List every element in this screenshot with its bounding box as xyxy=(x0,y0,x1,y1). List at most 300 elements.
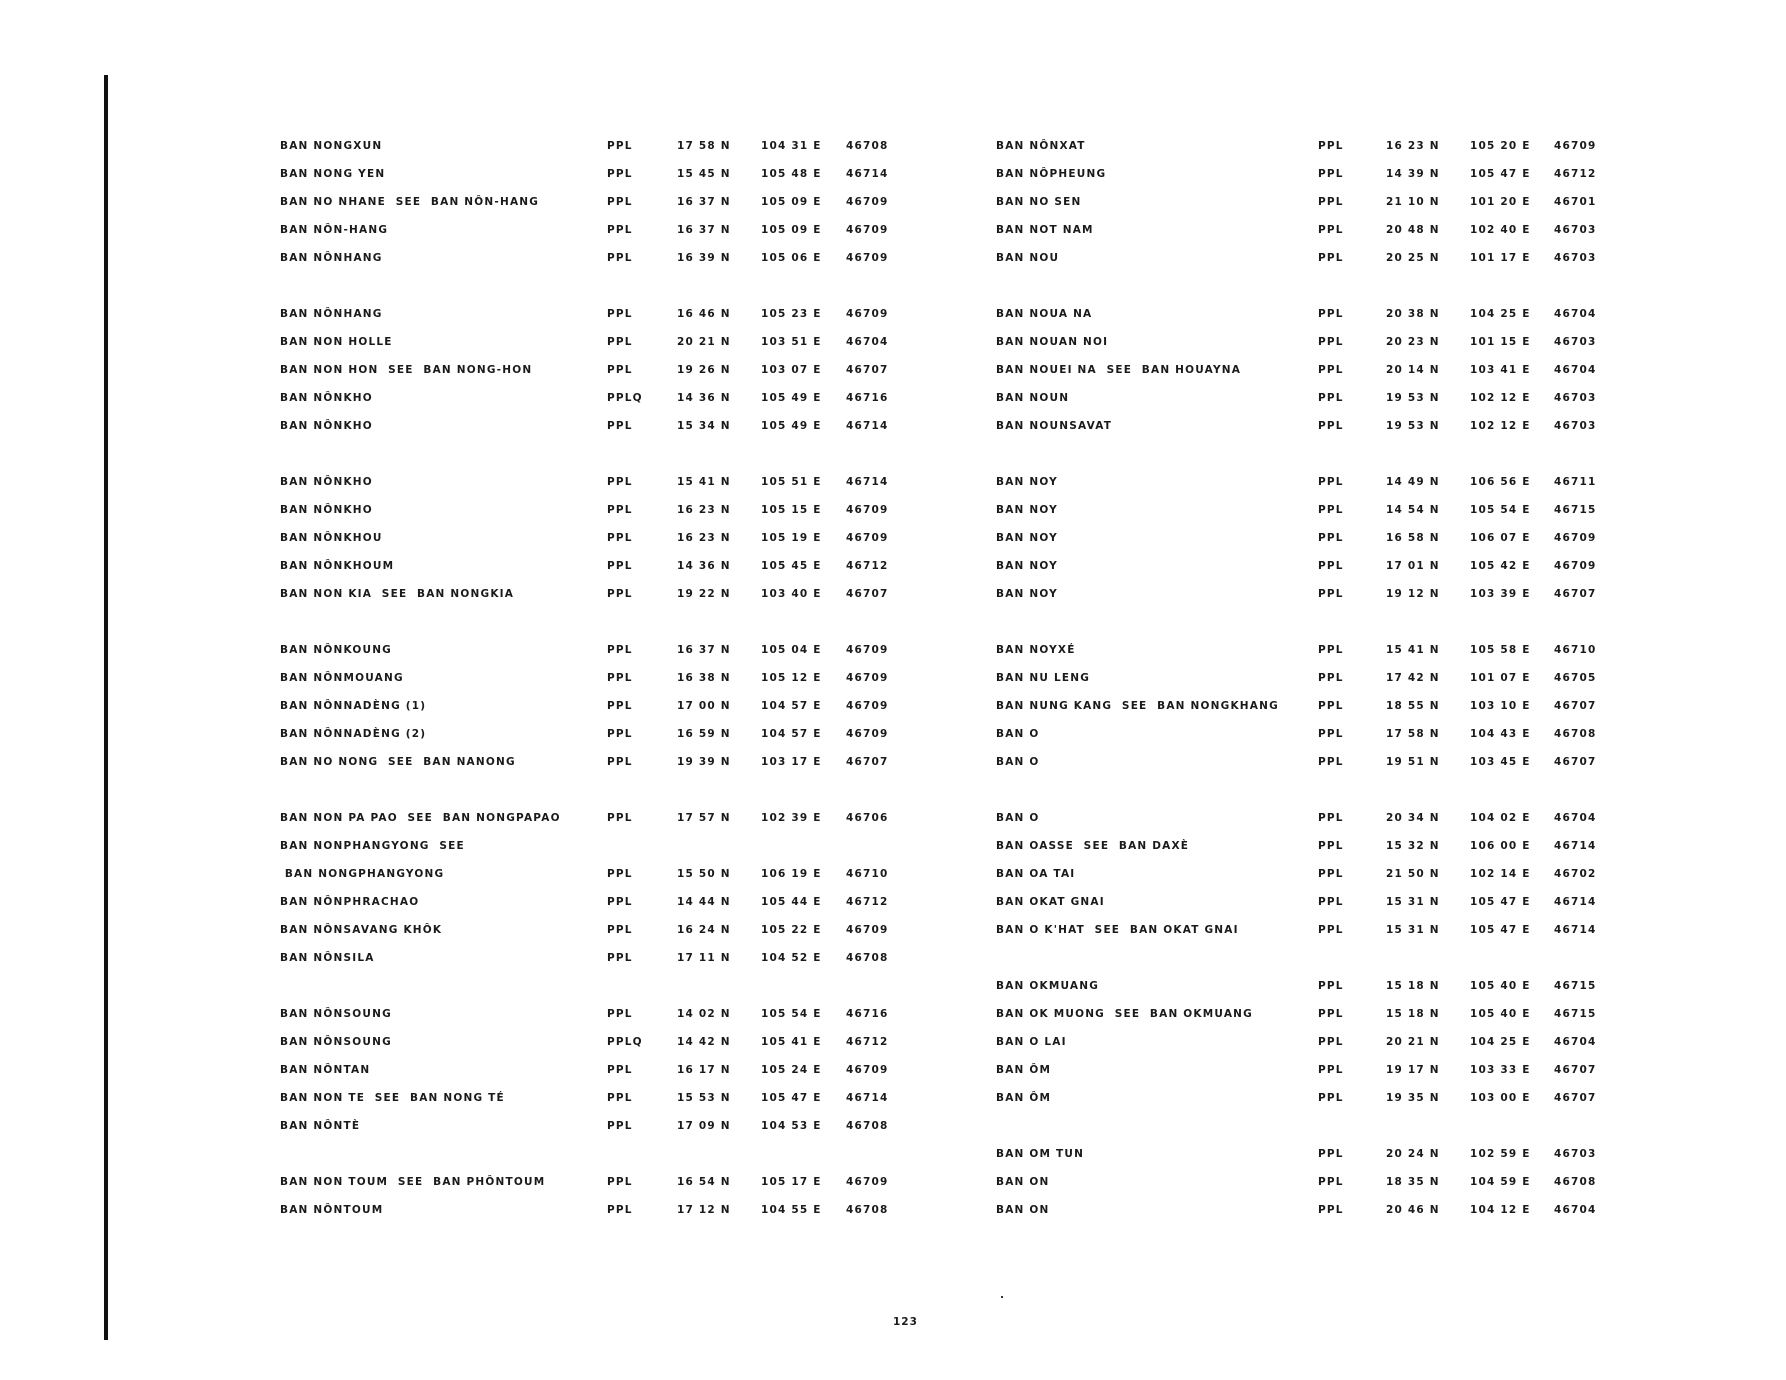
place-name: BAN NÔNSOUNG xyxy=(280,1036,392,1048)
longitude: 104 31 E xyxy=(761,140,822,152)
map-sheet: 46707 xyxy=(1554,1092,1597,1104)
feature-class: PPL xyxy=(1318,364,1344,376)
latitude: 17 11 N xyxy=(677,952,731,964)
latitude: 16 38 N xyxy=(677,672,731,684)
map-sheet: 46712 xyxy=(846,560,889,572)
feature-class: PPL xyxy=(1318,980,1344,992)
longitude: 104 55 E xyxy=(761,1204,822,1216)
feature-class: PPL xyxy=(1318,756,1344,768)
place-name: BAN OA TAI xyxy=(996,868,1076,880)
place-name: BAN NO SEN xyxy=(996,196,1082,208)
map-sheet: 46714 xyxy=(846,420,889,432)
longitude: 105 58 E xyxy=(1470,644,1531,656)
latitude: 15 41 N xyxy=(677,476,731,488)
latitude: 19 39 N xyxy=(677,756,731,768)
place-name: BAN NONGXUN xyxy=(280,140,383,152)
latitude: 19 17 N xyxy=(1386,1064,1440,1076)
longitude: 101 07 E xyxy=(1470,672,1531,684)
latitude: 20 38 N xyxy=(1386,308,1440,320)
place-name: BAN O xyxy=(996,756,1040,768)
place-name: BAN NÔNNADÈNG (1) xyxy=(280,700,427,712)
longitude: 103 41 E xyxy=(1470,364,1531,376)
longitude: 105 47 E xyxy=(1470,896,1531,908)
place-name: BAN NON TOUM SEE BAN PHÔNTOUM xyxy=(280,1176,546,1188)
longitude: 105 54 E xyxy=(1470,504,1531,516)
feature-class: PPL xyxy=(1318,924,1344,936)
place-name: BAN NÔNTAN xyxy=(280,1064,371,1076)
map-sheet: 46709 xyxy=(846,728,889,740)
place-name: BAN NOUNSAVAT xyxy=(996,420,1113,432)
latitude: 15 31 N xyxy=(1386,896,1440,908)
map-sheet: 46707 xyxy=(846,756,889,768)
latitude: 17 57 N xyxy=(677,812,731,824)
longitude: 105 49 E xyxy=(761,420,822,432)
longitude: 104 25 E xyxy=(1470,308,1531,320)
longitude: 105 51 E xyxy=(761,476,822,488)
map-sheet: 46709 xyxy=(846,224,889,236)
longitude: 105 48 E xyxy=(761,168,822,180)
feature-class: PPL xyxy=(607,1120,633,1132)
place-name: BAN NÔN-HANG xyxy=(280,224,389,236)
longitude: 106 19 E xyxy=(761,868,822,880)
map-sheet: 46708 xyxy=(846,140,889,152)
longitude: 105 09 E xyxy=(761,224,822,236)
place-name: BAN NO NHANE SEE BAN NÔN-HANG xyxy=(280,196,540,208)
map-sheet: 46708 xyxy=(1554,1176,1597,1188)
place-name: BAN NÔPHEUNG xyxy=(996,168,1107,180)
latitude: 16 23 N xyxy=(677,504,731,516)
map-sheet: 46714 xyxy=(846,168,889,180)
latitude: 15 34 N xyxy=(677,420,731,432)
map-sheet: 46703 xyxy=(1554,336,1597,348)
place-name: BAN NÔNHANG xyxy=(280,252,383,264)
latitude: 20 21 N xyxy=(677,336,731,348)
place-name: BAN NONGPHANGYONG xyxy=(280,868,445,880)
latitude: 17 09 N xyxy=(677,1120,731,1132)
longitude: 104 02 E xyxy=(1470,812,1531,824)
latitude: 20 24 N xyxy=(1386,1148,1440,1160)
longitude: 103 39 E xyxy=(1470,588,1531,600)
feature-class: PPL xyxy=(607,532,633,544)
map-sheet: 46703 xyxy=(1554,252,1597,264)
longitude: 105 04 E xyxy=(761,644,822,656)
latitude: 16 58 N xyxy=(1386,532,1440,544)
feature-class: PPL xyxy=(1318,140,1344,152)
longitude: 103 10 E xyxy=(1470,700,1531,712)
map-sheet: 46714 xyxy=(846,476,889,488)
longitude: 103 00 E xyxy=(1470,1092,1531,1104)
latitude: 16 23 N xyxy=(677,532,731,544)
map-sheet: 46711 xyxy=(1554,476,1597,488)
place-name: BAN ON xyxy=(996,1204,1050,1216)
place-name: BAN NÔNSAVANG KHÔK xyxy=(280,924,443,936)
latitude: 19 53 N xyxy=(1386,420,1440,432)
latitude: 14 02 N xyxy=(677,1008,731,1020)
map-sheet: 46710 xyxy=(1554,644,1597,656)
place-name: BAN NOY xyxy=(996,560,1058,572)
latitude: 16 23 N xyxy=(1386,140,1440,152)
feature-class: PPL xyxy=(1318,868,1344,880)
feature-class: PPL xyxy=(607,1008,633,1020)
place-name: BAN NOY xyxy=(996,476,1058,488)
latitude: 15 18 N xyxy=(1386,980,1440,992)
map-sheet: 46709 xyxy=(846,644,889,656)
feature-class: PPL xyxy=(1318,896,1344,908)
longitude: 102 39 E xyxy=(761,812,822,824)
longitude: 105 06 E xyxy=(761,252,822,264)
place-name: BAN NON KIA SEE BAN NONGKIA xyxy=(280,588,515,600)
longitude: 105 24 E xyxy=(761,1064,822,1076)
latitude: 17 00 N xyxy=(677,700,731,712)
map-sheet: 46709 xyxy=(846,308,889,320)
latitude: 21 10 N xyxy=(1386,196,1440,208)
longitude: 105 09 E xyxy=(761,196,822,208)
feature-class: PPL xyxy=(607,420,633,432)
place-name: BAN NOY xyxy=(996,504,1058,516)
place-name: BAN NOY xyxy=(996,532,1058,544)
map-sheet: 46709 xyxy=(846,1176,889,1188)
feature-class: PPL xyxy=(1318,308,1344,320)
latitude: 15 50 N xyxy=(677,868,731,880)
latitude: 19 51 N xyxy=(1386,756,1440,768)
feature-class: PPL xyxy=(1318,1148,1344,1160)
feature-class: PPL xyxy=(1318,1176,1344,1188)
feature-class: PPL xyxy=(607,196,633,208)
feature-class: PPL xyxy=(607,952,633,964)
feature-class: PPL xyxy=(1318,672,1344,684)
feature-class: PPL xyxy=(607,560,633,572)
feature-class: PPL xyxy=(1318,476,1344,488)
place-name: BAN NON HON SEE BAN NONG-HON xyxy=(280,364,533,376)
place-name: BAN NOUAN NOI xyxy=(996,336,1109,348)
place-name: BAN NÔNKHOUM xyxy=(280,560,395,572)
place-name: BAN NÔNKHO xyxy=(280,420,373,432)
place-name: BAN NÔNNADÈNG (2) xyxy=(280,728,427,740)
latitude: 17 01 N xyxy=(1386,560,1440,572)
longitude: 105 42 E xyxy=(1470,560,1531,572)
longitude: 105 20 E xyxy=(1470,140,1531,152)
longitude: 105 47 E xyxy=(761,1092,822,1104)
latitude: 16 37 N xyxy=(677,196,731,208)
map-sheet: 46715 xyxy=(1554,504,1597,516)
feature-class: PPL xyxy=(607,308,633,320)
longitude: 105 23 E xyxy=(761,308,822,320)
feature-class: PPL xyxy=(607,812,633,824)
longitude: 104 53 E xyxy=(761,1120,822,1132)
place-name: BAN NÔNXAT xyxy=(996,140,1086,152)
feature-class: PPL xyxy=(1318,560,1344,572)
longitude: 103 40 E xyxy=(761,588,822,600)
map-sheet: 46716 xyxy=(846,1008,889,1020)
place-name: BAN NOT NAM xyxy=(996,224,1094,236)
map-sheet: 46709 xyxy=(1554,140,1597,152)
place-name: BAN NÔNSOUNG xyxy=(280,1008,392,1020)
longitude: 104 59 E xyxy=(1470,1176,1531,1188)
page-number: 123 xyxy=(893,1316,918,1328)
place-name: BAN NÔNKHO xyxy=(280,392,373,404)
longitude: 104 52 E xyxy=(761,952,822,964)
place-name: BAN NOY xyxy=(996,588,1058,600)
feature-class: PPL xyxy=(1318,588,1344,600)
latitude: 19 53 N xyxy=(1386,392,1440,404)
feature-class: PPL xyxy=(1318,504,1344,516)
place-name: BAN NOUA NA xyxy=(996,308,1093,320)
feature-class: PPL xyxy=(607,168,633,180)
place-name: BAN NÔNKHOU xyxy=(280,532,383,544)
map-sheet: 46707 xyxy=(846,588,889,600)
map-sheet: 46708 xyxy=(846,1204,889,1216)
map-sheet: 46709 xyxy=(846,672,889,684)
longitude: 103 51 E xyxy=(761,336,822,348)
place-name: BAN NÔNTÈ xyxy=(280,1120,361,1132)
place-name: BAN ON xyxy=(996,1176,1050,1188)
feature-class: PPL xyxy=(607,140,633,152)
map-sheet: 46710 xyxy=(846,868,889,880)
feature-class: PPL xyxy=(607,476,633,488)
map-sheet: 46704 xyxy=(1554,1036,1597,1048)
longitude: 105 41 E xyxy=(761,1036,822,1048)
place-name: BAN NÔNHANG xyxy=(280,308,383,320)
latitude: 14 44 N xyxy=(677,896,731,908)
feature-class: PPL xyxy=(1318,1092,1344,1104)
longitude: 105 15 E xyxy=(761,504,822,516)
map-sheet: 46715 xyxy=(1554,980,1597,992)
feature-class: PPL xyxy=(1318,196,1344,208)
map-sheet: 46712 xyxy=(846,1036,889,1048)
latitude: 20 46 N xyxy=(1386,1204,1440,1216)
latitude: 19 22 N xyxy=(677,588,731,600)
latitude: 15 32 N xyxy=(1386,840,1440,852)
feature-class: PPL xyxy=(607,728,633,740)
feature-class: PPL xyxy=(1318,728,1344,740)
longitude: 101 15 E xyxy=(1470,336,1531,348)
place-name: BAN NONG YEN xyxy=(280,168,386,180)
map-sheet: 46704 xyxy=(1554,1204,1597,1216)
place-name: BAN NÔNPHRACHAO xyxy=(280,896,420,908)
latitude: 16 24 N xyxy=(677,924,731,936)
longitude: 105 45 E xyxy=(761,560,822,572)
feature-class: PPL xyxy=(607,364,633,376)
place-name: BAN O xyxy=(996,728,1040,740)
map-sheet: 46712 xyxy=(846,896,889,908)
latitude: 17 42 N xyxy=(1386,672,1440,684)
feature-class: PPL xyxy=(607,588,633,600)
longitude: 102 14 E xyxy=(1470,868,1531,880)
longitude: 106 07 E xyxy=(1470,532,1531,544)
feature-class: PPL xyxy=(607,252,633,264)
longitude: 101 20 E xyxy=(1470,196,1531,208)
feature-class: PPL xyxy=(1318,700,1344,712)
longitude: 105 40 E xyxy=(1470,1008,1531,1020)
longitude: 103 33 E xyxy=(1470,1064,1531,1076)
feature-class: PPL xyxy=(1318,644,1344,656)
feature-class: PPL xyxy=(607,1204,633,1216)
map-sheet: 46714 xyxy=(1554,896,1597,908)
feature-class: PPL xyxy=(1318,532,1344,544)
place-name: BAN NOYXÉ xyxy=(996,644,1076,656)
latitude: 16 37 N xyxy=(677,224,731,236)
longitude: 106 56 E xyxy=(1470,476,1531,488)
map-sheet: 46708 xyxy=(846,1120,889,1132)
map-sheet: 46707 xyxy=(846,364,889,376)
longitude: 102 40 E xyxy=(1470,224,1531,236)
map-sheet: 46703 xyxy=(1554,392,1597,404)
latitude: 19 12 N xyxy=(1386,588,1440,600)
map-sheet: 46707 xyxy=(1554,700,1597,712)
place-name: BAN OKMUANG xyxy=(996,980,1100,992)
longitude: 105 17 E xyxy=(761,1176,822,1188)
latitude: 15 31 N xyxy=(1386,924,1440,936)
map-sheet: 46709 xyxy=(846,196,889,208)
map-sheet: 46706 xyxy=(846,812,889,824)
latitude: 17 12 N xyxy=(677,1204,731,1216)
longitude: 105 12 E xyxy=(761,672,822,684)
map-sheet: 46709 xyxy=(846,504,889,516)
feature-class: PPL xyxy=(607,1064,633,1076)
longitude: 104 12 E xyxy=(1470,1204,1531,1216)
place-name: BAN OKAT GNAI xyxy=(996,896,1105,908)
map-sheet: 46716 xyxy=(846,392,889,404)
latitude: 16 59 N xyxy=(677,728,731,740)
place-name: BAN NON HOLLE xyxy=(280,336,393,348)
stray-mark xyxy=(1001,1296,1003,1298)
place-name: BAN NÔNKHO xyxy=(280,476,373,488)
latitude: 14 49 N xyxy=(1386,476,1440,488)
feature-class: PPL xyxy=(1318,1204,1344,1216)
map-sheet: 46715 xyxy=(1554,1008,1597,1020)
place-name: BAN O xyxy=(996,812,1040,824)
feature-class: PPL xyxy=(1318,336,1344,348)
place-name: BAN NOUN xyxy=(996,392,1070,404)
map-sheet: 46703 xyxy=(1554,1148,1597,1160)
feature-class: PPL xyxy=(607,868,633,880)
latitude: 14 39 N xyxy=(1386,168,1440,180)
latitude: 14 42 N xyxy=(677,1036,731,1048)
latitude: 19 26 N xyxy=(677,364,731,376)
feature-class: PPL xyxy=(1318,1064,1344,1076)
latitude: 17 58 N xyxy=(1386,728,1440,740)
latitude: 14 36 N xyxy=(677,392,731,404)
map-sheet: 46709 xyxy=(846,532,889,544)
latitude: 20 23 N xyxy=(1386,336,1440,348)
latitude: 14 54 N xyxy=(1386,504,1440,516)
map-sheet: 46714 xyxy=(1554,924,1597,936)
longitude: 105 22 E xyxy=(761,924,822,936)
place-name: BAN NON PA PAO SEE BAN NONGPAPAO xyxy=(280,812,561,824)
map-sheet: 46707 xyxy=(1554,1064,1597,1076)
place-name: BAN O K'HAT SEE BAN OKAT GNAI xyxy=(996,924,1239,936)
latitude: 16 17 N xyxy=(677,1064,731,1076)
longitude: 104 43 E xyxy=(1470,728,1531,740)
place-name: BAN NOU xyxy=(996,252,1060,264)
feature-class: PPL xyxy=(607,336,633,348)
place-name: BAN ÔM xyxy=(996,1064,1052,1076)
feature-class: PPL xyxy=(607,672,633,684)
feature-class: PPL xyxy=(1318,252,1344,264)
longitude: 104 25 E xyxy=(1470,1036,1531,1048)
longitude: 105 40 E xyxy=(1470,980,1531,992)
place-name: BAN NOUEI NA SEE BAN HOUAYNA xyxy=(996,364,1242,376)
map-sheet: 46704 xyxy=(1554,812,1597,824)
latitude: 20 34 N xyxy=(1386,812,1440,824)
place-name: BAN NU LENG xyxy=(996,672,1091,684)
latitude: 18 35 N xyxy=(1386,1176,1440,1188)
feature-class: PPL xyxy=(607,924,633,936)
map-sheet: 46704 xyxy=(846,336,889,348)
latitude: 19 35 N xyxy=(1386,1092,1440,1104)
feature-class: PPL xyxy=(607,896,633,908)
latitude: 20 25 N xyxy=(1386,252,1440,264)
longitude: 105 19 E xyxy=(761,532,822,544)
place-name: BAN OM TUN xyxy=(996,1148,1085,1160)
latitude: 20 21 N xyxy=(1386,1036,1440,1048)
feature-class: PPL xyxy=(607,504,633,516)
place-name: BAN NÔNTOUM xyxy=(280,1204,384,1216)
map-sheet: 46707 xyxy=(1554,588,1597,600)
place-name: BAN ÔM xyxy=(996,1092,1052,1104)
feature-class: PPL xyxy=(1318,168,1344,180)
map-sheet: 46704 xyxy=(1554,308,1597,320)
place-name: BAN NÔNMOUANG xyxy=(280,672,404,684)
map-sheet: 46708 xyxy=(1554,728,1597,740)
latitude: 20 48 N xyxy=(1386,224,1440,236)
latitude: 14 36 N xyxy=(677,560,731,572)
map-sheet: 46709 xyxy=(1554,560,1597,572)
feature-class: PPL xyxy=(607,1176,633,1188)
longitude: 102 12 E xyxy=(1470,392,1531,404)
map-sheet: 46703 xyxy=(1554,224,1597,236)
longitude: 105 44 E xyxy=(761,896,822,908)
longitude: 102 12 E xyxy=(1470,420,1531,432)
margin-rule xyxy=(104,75,108,1340)
longitude: 101 17 E xyxy=(1470,252,1531,264)
latitude: 16 54 N xyxy=(677,1176,731,1188)
map-sheet: 46708 xyxy=(846,952,889,964)
map-sheet: 46712 xyxy=(1554,168,1597,180)
map-sheet: 46709 xyxy=(846,924,889,936)
latitude: 15 53 N xyxy=(677,1092,731,1104)
feature-class: PPL xyxy=(1318,1008,1344,1020)
latitude: 15 45 N xyxy=(677,168,731,180)
feature-class: PPLQ xyxy=(607,392,643,404)
latitude: 15 18 N xyxy=(1386,1008,1440,1020)
map-sheet: 46705 xyxy=(1554,672,1597,684)
longitude: 106 00 E xyxy=(1470,840,1531,852)
latitude: 16 39 N xyxy=(677,252,731,264)
place-name: BAN NÔNKHO xyxy=(280,504,373,516)
place-name: BAN OASSE SEE BAN DAXÈ xyxy=(996,840,1190,852)
feature-class: PPL xyxy=(1318,420,1344,432)
latitude: 15 41 N xyxy=(1386,644,1440,656)
feature-class: PPL xyxy=(1318,840,1344,852)
feature-class: PPLQ xyxy=(607,1036,643,1048)
feature-class: PPL xyxy=(607,700,633,712)
longitude: 103 17 E xyxy=(761,756,822,768)
place-name: BAN NUNG KANG SEE BAN NONGKHANG xyxy=(996,700,1279,712)
latitude: 20 14 N xyxy=(1386,364,1440,376)
place-name: BAN O LAI xyxy=(996,1036,1067,1048)
place-name: BAN NÔNKOUNG xyxy=(280,644,392,656)
feature-class: PPL xyxy=(607,1092,633,1104)
longitude: 102 59 E xyxy=(1470,1148,1531,1160)
latitude: 17 58 N xyxy=(677,140,731,152)
feature-class: PPL xyxy=(607,644,633,656)
map-sheet: 46704 xyxy=(1554,364,1597,376)
feature-class: PPL xyxy=(1318,224,1344,236)
map-sheet: 46707 xyxy=(1554,756,1597,768)
place-name: BAN NO NONG SEE BAN NANONG xyxy=(280,756,516,768)
map-sheet: 46709 xyxy=(846,700,889,712)
